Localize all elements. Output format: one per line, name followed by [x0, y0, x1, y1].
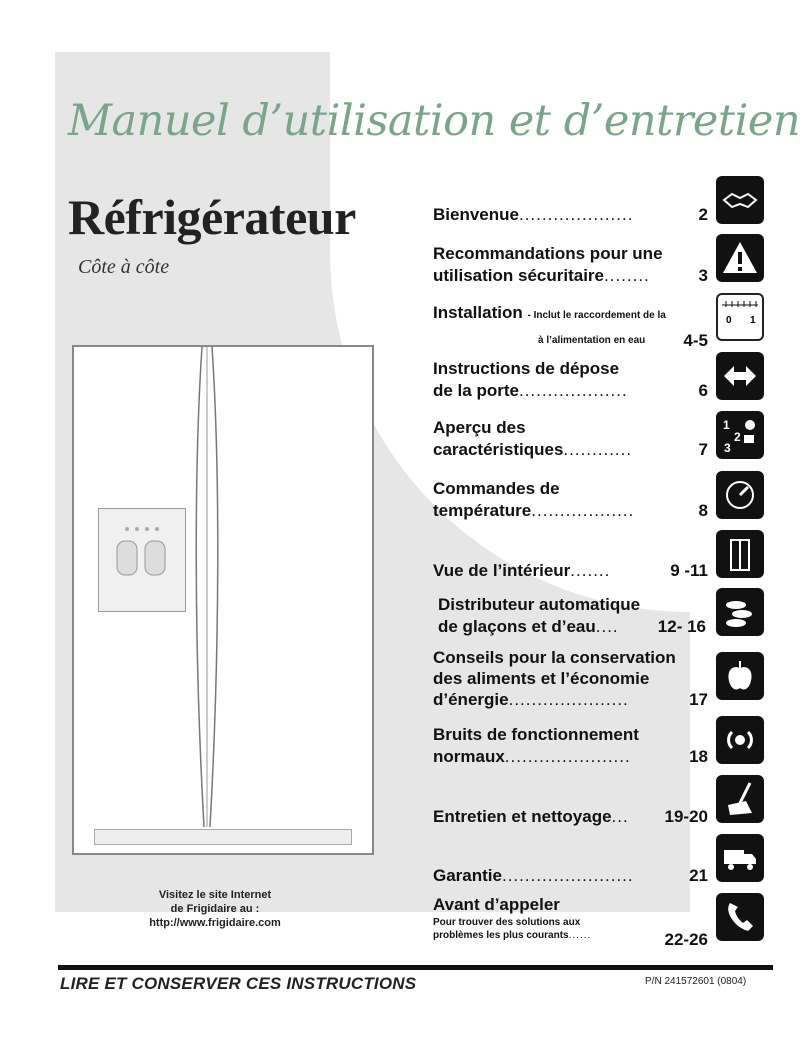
toc-item-caracteristiques[interactable]: Aperçu des caractéristiques............ 7	[433, 418, 708, 459]
toc-label: Commandes de	[433, 479, 560, 498]
toc-label: des aliments et l’économie	[433, 669, 650, 688]
toc-item-interieur[interactable]: Vue de l’intérieur....... 9 -11	[433, 561, 708, 580]
toc-label: Avant d’appeler	[433, 895, 560, 914]
toc-label: Recommandations pour une	[433, 244, 663, 263]
toc-page: 17	[689, 690, 708, 709]
arrows-icon	[716, 352, 764, 400]
toc-label: normaux	[433, 747, 505, 766]
dispenser-illustration	[98, 508, 186, 612]
toc-item-entretien[interactable]: Entretien et nettoyage... 19-20	[433, 807, 708, 826]
warning-icon	[716, 234, 764, 282]
toc-page: 2	[698, 205, 708, 224]
website-info	[130, 888, 300, 930]
fridge-grille	[94, 829, 352, 845]
toc-label: Distributeur automatique	[438, 595, 641, 614]
website-url[interactable]: http://www.frigidaire.com	[149, 917, 281, 929]
toc-note: Pour trouver des solutions aux	[433, 917, 581, 928]
ruler-label: 0	[726, 315, 732, 326]
cleaning-icon	[716, 775, 764, 823]
toc-label: de glaçons et d’eau	[438, 617, 596, 636]
toc-label: Vue de l’intérieur	[433, 561, 571, 580]
toc-page: 12- 16	[657, 617, 706, 636]
ruler-label: 1	[750, 315, 756, 326]
ice-icon	[716, 588, 764, 636]
toc-label: utilisation sécuritaire	[433, 266, 604, 285]
numbers-icon	[716, 411, 764, 459]
toc-item-garantie[interactable]: Garantie....................... 21	[433, 866, 708, 885]
toc-page: 6	[698, 381, 708, 400]
toc-page: 8	[698, 501, 708, 520]
toc-item-bruits[interactable]: Bruits de fonctionnement normaux...................... 18	[433, 725, 708, 766]
toc-item-temperature[interactable]: Commandes de température.................. 8	[433, 479, 708, 520]
toc-label: d’énergie	[433, 690, 509, 709]
toc-item-distributeur[interactable]: Distributeur automatique de glaçons et d’eau.... 12- 16	[438, 595, 706, 636]
svg-text:3: 3	[724, 441, 731, 455]
ruler-icon	[716, 293, 764, 341]
toc-page: 18	[689, 747, 708, 766]
toc-page: 9 -11	[670, 561, 708, 580]
toc-label: Aperçu des	[433, 418, 526, 437]
toc-page: 22-26	[664, 930, 708, 949]
footer-divider	[58, 965, 773, 970]
toc-item-conseils[interactable]: Conseils pour la conservation des aliments et l’économie d’énergie..................... 17	[433, 648, 708, 709]
toc-item-bienvenue[interactable]: Bienvenue.................... 2	[433, 205, 708, 224]
part-number: P/N 241572601 (0804)	[645, 976, 747, 987]
svg-text:1: 1	[723, 418, 730, 432]
fridge-icon	[716, 530, 764, 578]
manual-script-title: Manuel d’utilisation et d’entretien	[68, 96, 801, 146]
svg-text:2: 2	[734, 430, 741, 444]
page-title: Réfrigérateur	[68, 189, 356, 245]
toc-page: 4-5	[683, 331, 708, 350]
phone-icon	[716, 893, 764, 941]
toc-item-installation[interactable]	[433, 302, 708, 352]
truck-icon	[716, 834, 764, 882]
apple-icon	[716, 652, 764, 700]
handshake-icon	[716, 176, 764, 224]
website-line-2: de Frigidaire au :	[170, 903, 260, 915]
toc-label: Instructions de dépose	[433, 359, 620, 378]
website-line-1: Visitez le site Internet	[158, 889, 272, 901]
toc-label: Bruits de fonctionnement	[433, 725, 639, 744]
toc-note: problèmes les plus courants	[433, 930, 569, 941]
toc-page: 7	[698, 440, 708, 459]
toc-label: Installation	[433, 303, 523, 322]
toc-note: - Inclut le raccordement de la	[527, 310, 666, 321]
toc-label: Conseils pour la conservation	[433, 648, 676, 667]
toc-label: température	[433, 501, 532, 520]
sound-icon	[716, 716, 764, 764]
toc-note: à l’alimentation en eau	[538, 335, 646, 346]
toc-item-securite[interactable]: Recommandations pour une utilisation sécuritaire........ 3	[433, 244, 708, 285]
toc-item-avant-appeler[interactable]: Avant d’appeler Pour trouver des solutions aux problèmes les plus courants...... 22-26	[433, 895, 708, 949]
thermostat-icon	[716, 471, 764, 519]
page-subtitle: Côte à côte	[78, 256, 170, 278]
toc-label: Entretien et nettoyage	[433, 807, 612, 826]
toc-page: 21	[689, 866, 708, 885]
toc-page: 3	[698, 266, 708, 285]
toc-label: Garantie	[433, 866, 502, 885]
toc-page: 19-20	[664, 807, 708, 826]
toc-label: de la porte	[433, 381, 519, 400]
door-handles	[192, 347, 222, 827]
toc-label: Bienvenue	[433, 205, 519, 224]
toc-item-porte[interactable]: Instructions de dépose de la porte................... 6	[433, 359, 708, 400]
toc-label: caractéristiques	[433, 440, 564, 459]
footer-instructions: LIRE ET CONSERVER CES INSTRUCTIONS	[60, 974, 417, 993]
